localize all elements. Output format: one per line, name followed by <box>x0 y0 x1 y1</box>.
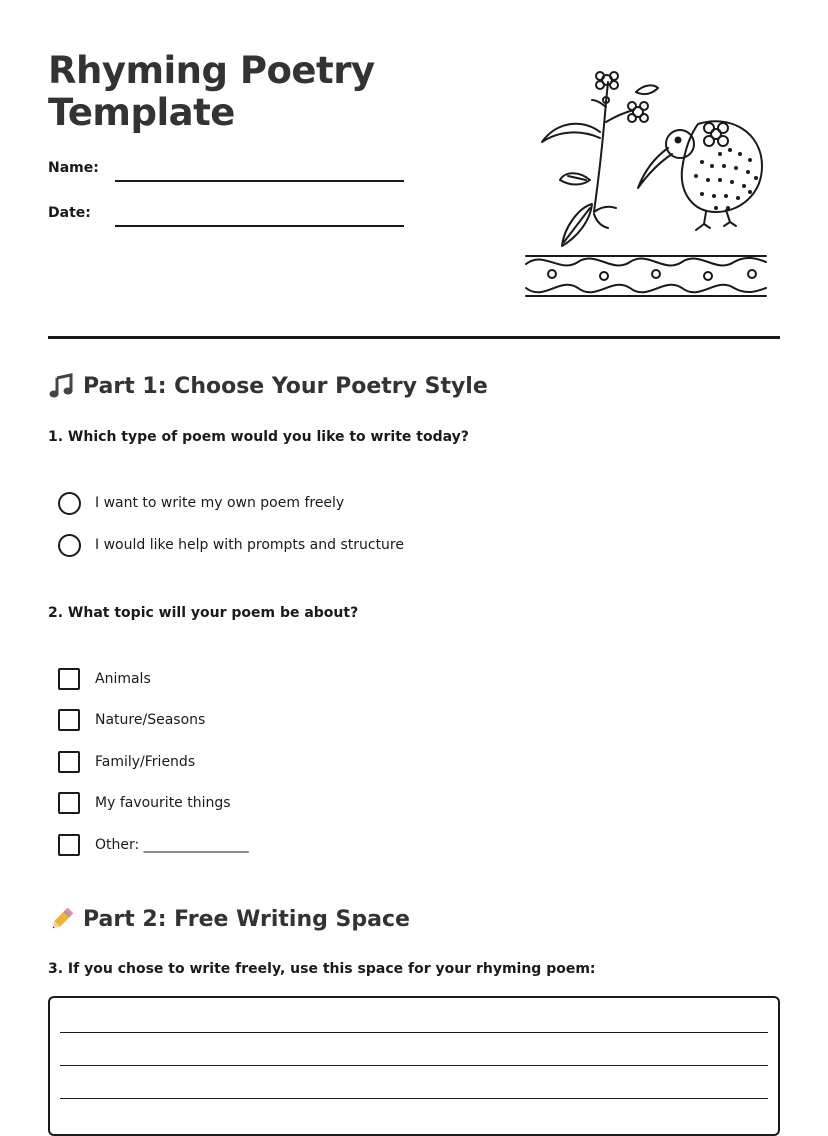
pencil-icon <box>48 905 76 933</box>
radio-option-label: I want to write my own poem freely <box>95 495 345 511</box>
checkbox[interactable] <box>58 751 80 773</box>
part1-title: Part 1: Choose Your Poetry Style <box>83 373 488 399</box>
part2-heading <box>48 905 410 933</box>
wave-border-top <box>526 258 766 266</box>
checkbox-option-label: Animals <box>95 671 151 687</box>
checkbox-option-label: Family/Friends <box>95 754 196 770</box>
radio-button[interactable] <box>58 492 81 515</box>
radio-option[interactable] <box>58 491 344 515</box>
date-label: Date: <box>48 205 91 221</box>
checkbox[interactable] <box>58 834 80 856</box>
kiwi-head <box>666 130 694 158</box>
kiwi-bird-illustration <box>520 62 770 302</box>
radio-option-label: I would like help with prompts and structure <box>95 537 404 553</box>
radio-option[interactable] <box>58 533 404 557</box>
musical-note-icon <box>48 372 76 400</box>
plant-stem <box>594 102 606 212</box>
checkbox[interactable] <box>58 668 80 690</box>
checkbox-option[interactable] <box>58 791 231 815</box>
checkbox-option-label: Nature/Seasons <box>95 712 206 728</box>
writing-line <box>60 1065 768 1066</box>
checkbox-option[interactable] <box>58 667 151 691</box>
kiwi-feather-dots <box>694 148 758 210</box>
checkbox-option[interactable] <box>58 833 249 857</box>
question-2: 2. What topic will your poem be about? <box>48 605 359 621</box>
name-label: Name: <box>48 160 99 176</box>
name-field <box>48 160 408 190</box>
date-field <box>48 205 408 235</box>
writing-line <box>60 1032 768 1033</box>
checkbox-option-label: Other: _______________ <box>95 837 249 853</box>
checkbox-option[interactable] <box>58 750 195 774</box>
checkbox-option-label: My favourite things <box>95 795 231 811</box>
question-3: 3. If you chose to write freely, use this space for your rhyming poem: <box>48 961 596 977</box>
checkbox[interactable] <box>58 792 80 814</box>
checkbox[interactable] <box>58 709 80 731</box>
wave-border-bottom <box>526 285 766 293</box>
name-input-line[interactable] <box>115 180 404 182</box>
question-1: 1. Which type of poem would you like to write today? <box>48 429 469 445</box>
leaf-arch <box>542 124 600 142</box>
date-input-line[interactable] <box>115 225 404 227</box>
checkbox-option[interactable] <box>58 708 205 732</box>
free-writing-box[interactable] <box>48 996 780 1136</box>
part2-title: Part 2: Free Writing Space <box>83 906 410 932</box>
radio-button[interactable] <box>58 534 81 557</box>
kiwi-beak <box>638 148 672 188</box>
writing-line <box>60 1098 768 1099</box>
page-title: Rhyming Poetry Template <box>48 49 375 134</box>
header-divider <box>48 336 780 339</box>
part1-heading <box>48 372 488 400</box>
